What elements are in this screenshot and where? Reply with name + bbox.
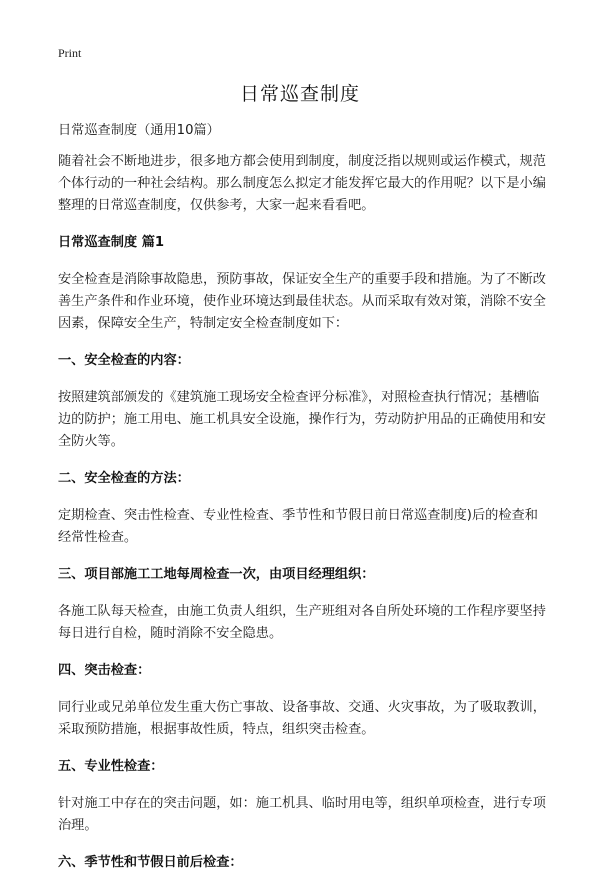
article-intro-paragraph: 安全检查是消除事故隐患，预防事故，保证安全生产的重要手段和措施。为了不断改善生产条件和作业环境，使作业环境达到最佳状态。从而采取有效对策，消除不安全因素，保障安全生产，特制定安全检查制度如下： [58, 272, 546, 331]
section-body: 各施工队每天检查，由施工负责人组织，生产班组对各自所处环境的工作程序要坚持每日进行自检，随时消除不安全隐患。 [58, 604, 546, 641]
section-heading: 六、季节性和节假日前后检查： [58, 855, 243, 870]
section-heading: 三、项目部施工工地每周检查一次，由项目经理组织： [58, 567, 375, 582]
section-heading: 五、专业性检查： [58, 759, 164, 774]
section-heading: 二、安全检查的方法： [58, 471, 190, 486]
section-body: 定期检查、突击性检查、专业性检查、季节性和节假日前日常巡查制度)后的检查和经常性检查。 [58, 508, 538, 545]
section-body: 按照建筑部颁发的《建筑施工现场安全检查评分标准》，对照检查执行情况；基槽临边的防护；施工用电、施工机具安全设施，操作行为，劳动防护用品的正确使用和安全防火等。 [58, 390, 546, 449]
section-body: 同行业或兄弟单位发生重大伤亡事故、设备事故、交通、火灾事故，为了吸取教训，采取预防措施，根据事故性质，特点，组织突击检查。 [58, 700, 546, 737]
section-body: 针对施工中存在的突击问题，如：施工机具、临时用电等，组织单项检查，进行专项治理。 [58, 796, 546, 833]
article-heading: 日常巡查制度 篇1 [58, 235, 165, 250]
document-content [58, 120, 548, 889]
intro-paragraph: 随着社会不断地进步，很多地方都会使用到制度，制度泛指以规则或运作模式，规范个体行动的一种社会结构。那么制度怎么拟定才能发挥它最大的作用呢？以下是小编整理的日常巡查制度，仅供参考，大家一起来看看吧。 [58, 154, 546, 213]
document-subtitle: 日常巡查制度（通用10篇） [58, 123, 220, 138]
section-heading: 四、突击检查： [58, 663, 151, 678]
page-title: 日常巡查制度 [239, 83, 360, 105]
print-label[interactable]: Print [58, 46, 82, 60]
section-heading: 一、安全检查的内容： [58, 353, 190, 368]
